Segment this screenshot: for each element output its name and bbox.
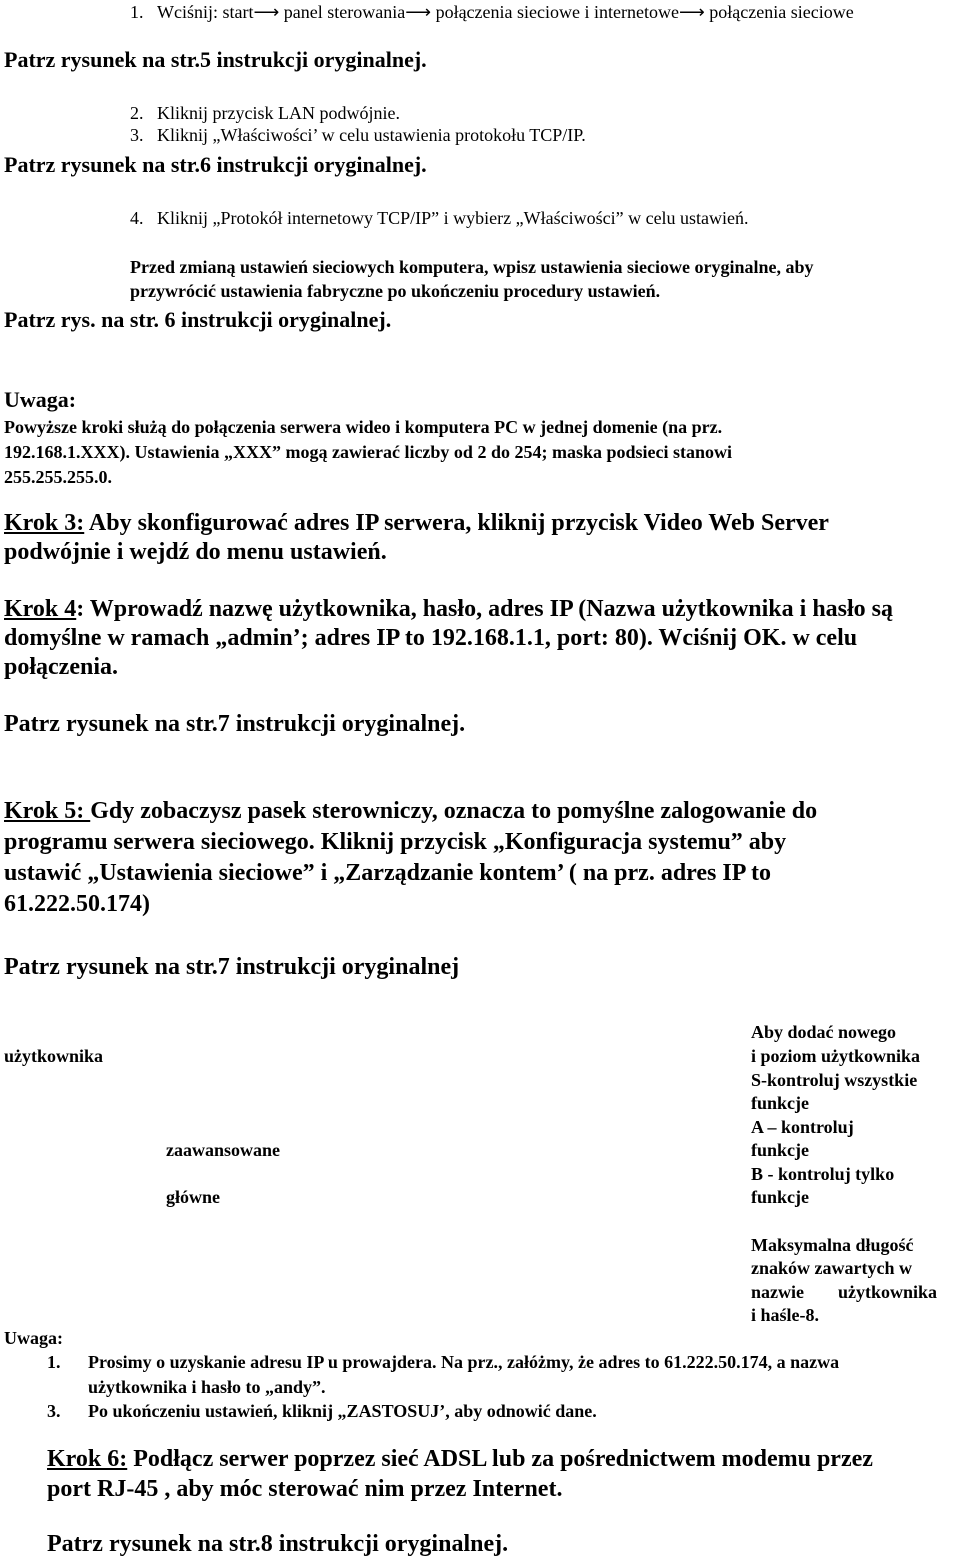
note1-line3: 255.255.255.0. (4, 467, 112, 487)
step1-start: Wciśnij: start (157, 2, 254, 22)
step2-text: Kliknij przycisk LAN podwójnie. (157, 103, 400, 123)
note2-item1-number: 1. (47, 1352, 61, 1372)
figure-right-line3: S-kontroluj wszystkie (751, 1070, 918, 1090)
krok5-text1: Gdy zobaczysz pasek sterowniczy, oznacza to pomyślne zalogowanie do (90, 798, 818, 824)
note2-item1-line2: użytkownika i hasło to „andy”. (88, 1377, 326, 1397)
figure-right-line5: A – kontroluj (751, 1117, 854, 1137)
arrow-right-icon: ⟶ (405, 2, 432, 22)
figure-right-line8: funkcje (751, 1187, 809, 1207)
krok3-label: Krok 3: (4, 510, 85, 536)
figure-max-line4: i haśle-8. (751, 1305, 820, 1325)
step3-text: Kliknij „Właściwości’ w celu ustawienia protokołu TCP/IP. (157, 125, 586, 145)
krok3-line2: podwójnie i wejdź do menu ustawień. (4, 539, 387, 565)
note1-line2: 192.168.1.XXX). Ustawienia „XXX” mogą zawierać liczby od 2 do 254; maska podsieci stanowi (4, 442, 732, 462)
see-figure-page6: Patrz rysunek na str.6 instrukcji oryginalnej. (4, 152, 427, 177)
krok6-line2: port RJ-45 , aby móc sterować nim przez Internet. (47, 1476, 563, 1502)
step1-control-panel: panel sterowania (283, 2, 406, 22)
note2-item3-number: 3. (47, 1401, 61, 1421)
krok5-line1 (4, 798, 817, 826)
krok4-line1 (4, 596, 893, 624)
note2-item3-text: Po ukończeniu ustawień, kliknij „ZASTOSUJ’, aby odnowić dane. (88, 1401, 597, 1421)
arrow-right-icon: ⟶ (253, 2, 280, 22)
step1-network-connections-final: połączenia sieciowe (709, 2, 854, 22)
arrow-right-icon: ⟶ (678, 2, 705, 22)
step2-line (130, 103, 400, 124)
krok5-label: Krok 5: (4, 798, 91, 824)
figure-right-line6: funkcje (751, 1140, 809, 1160)
figure-right-line2: i poziom użytkownika (751, 1046, 921, 1066)
krok4-line3: połączenia. (4, 654, 118, 680)
note2-item1-line1: Prosimy o uzyskanie adresu IP u prowajdera. Na prz., załóżmy, że adres to 61.222.50.174, a nazwa (88, 1352, 840, 1372)
figure-advanced-label: zaawansowane (166, 1140, 281, 1160)
step3-number: 3. (130, 125, 144, 145)
step4-text: Kliknij „Protokół internetowy TCP/IP” i wybierz „Właściwości” w celu ustawień. (157, 208, 749, 228)
figure-main-label: główne (166, 1187, 220, 1207)
figure-max-line3a: nazwie (751, 1282, 804, 1302)
settings-warning-line1: Przed zmianą ustawień sieciowych komputera, wpisz ustawienia sieciowe oryginalne, aby (130, 257, 814, 277)
krok3-line1 (4, 510, 829, 538)
see-figure-page6-second: Patrz rys. na str. 6 instrukcji oryginalnej. (4, 307, 392, 332)
krok6-line1 (47, 1446, 873, 1474)
step1-line (130, 2, 854, 23)
note2-title: Uwaga: (4, 1328, 63, 1348)
see-figure-page7: Patrz rysunek na str.7 instrukcji oryginalnej. (4, 711, 466, 737)
krok3-text1: Aby skonfigurować adres IP serwera, kliknij przycisk Video Web Server (84, 510, 829, 536)
figure-max-line2: znaków zawartych w (751, 1258, 912, 1278)
step1-number: 1. (130, 2, 144, 22)
krok6-text1: Podłącz serwer poprzez sieć ADSL lub za pośrednictwem modemu przez (127, 1446, 873, 1472)
krok5-line2: programu serwera sieciowego. Kliknij przycisk „Konfiguracja systemu” aby (4, 829, 787, 855)
krok5-line3: ustawić „Ustawienia sieciowe” i „Zarządzanie kontem’ ( na prz. adres IP to (4, 860, 772, 886)
see-figure-page8: Patrz rysunek na str.8 instrukcji oryginalnej. (47, 1531, 509, 1557)
note1-title: Uwaga: (4, 387, 77, 412)
figure-max-line1: Maksymalna długość (751, 1235, 914, 1255)
step4-number: 4. (130, 208, 144, 228)
krok4-line2: domyślne w ramach „admin’; adres IP to 192.168.1.1, port: 80). Wciśnij OK. w celu (4, 625, 858, 651)
figure-right-line1: Aby dodać nowego (751, 1022, 897, 1042)
krok4-text1: : Wprowadź nazwę użytkownika, hasło, adres IP (Nazwa użytkownika i hasło są (76, 596, 894, 622)
note1-line1: Powyższe kroki służą do połączenia serwera wideo i komputera PC w jednej domenie (na prz. (4, 417, 723, 437)
see-figure-page7-second: Patrz rysunek na str.7 instrukcji oryginalnej (4, 954, 460, 980)
step4-line (130, 208, 749, 229)
krok6-label: Krok 6: (47, 1446, 128, 1472)
step1-network-connections: połączenia sieciowe i internetowe (435, 2, 679, 22)
figure-right-line4: funkcje (751, 1093, 809, 1113)
figure-max-line3b: użytkownika (838, 1282, 938, 1302)
krok5-line4: 61.222.50.174) (4, 891, 150, 917)
figure-user-label: użytkownika (4, 1046, 104, 1066)
step3-line (130, 125, 586, 146)
see-figure-page5: Patrz rysunek na str.5 instrukcji oryginalnej. (4, 47, 427, 72)
krok4-label: Krok 4 (4, 596, 77, 622)
figure-right-line7: B - kontroluj tylko (751, 1164, 895, 1184)
settings-warning-line2: przywrócić ustawienia fabryczne po ukończeniu procedury ustawień. (130, 281, 661, 301)
step2-number: 2. (130, 103, 144, 123)
